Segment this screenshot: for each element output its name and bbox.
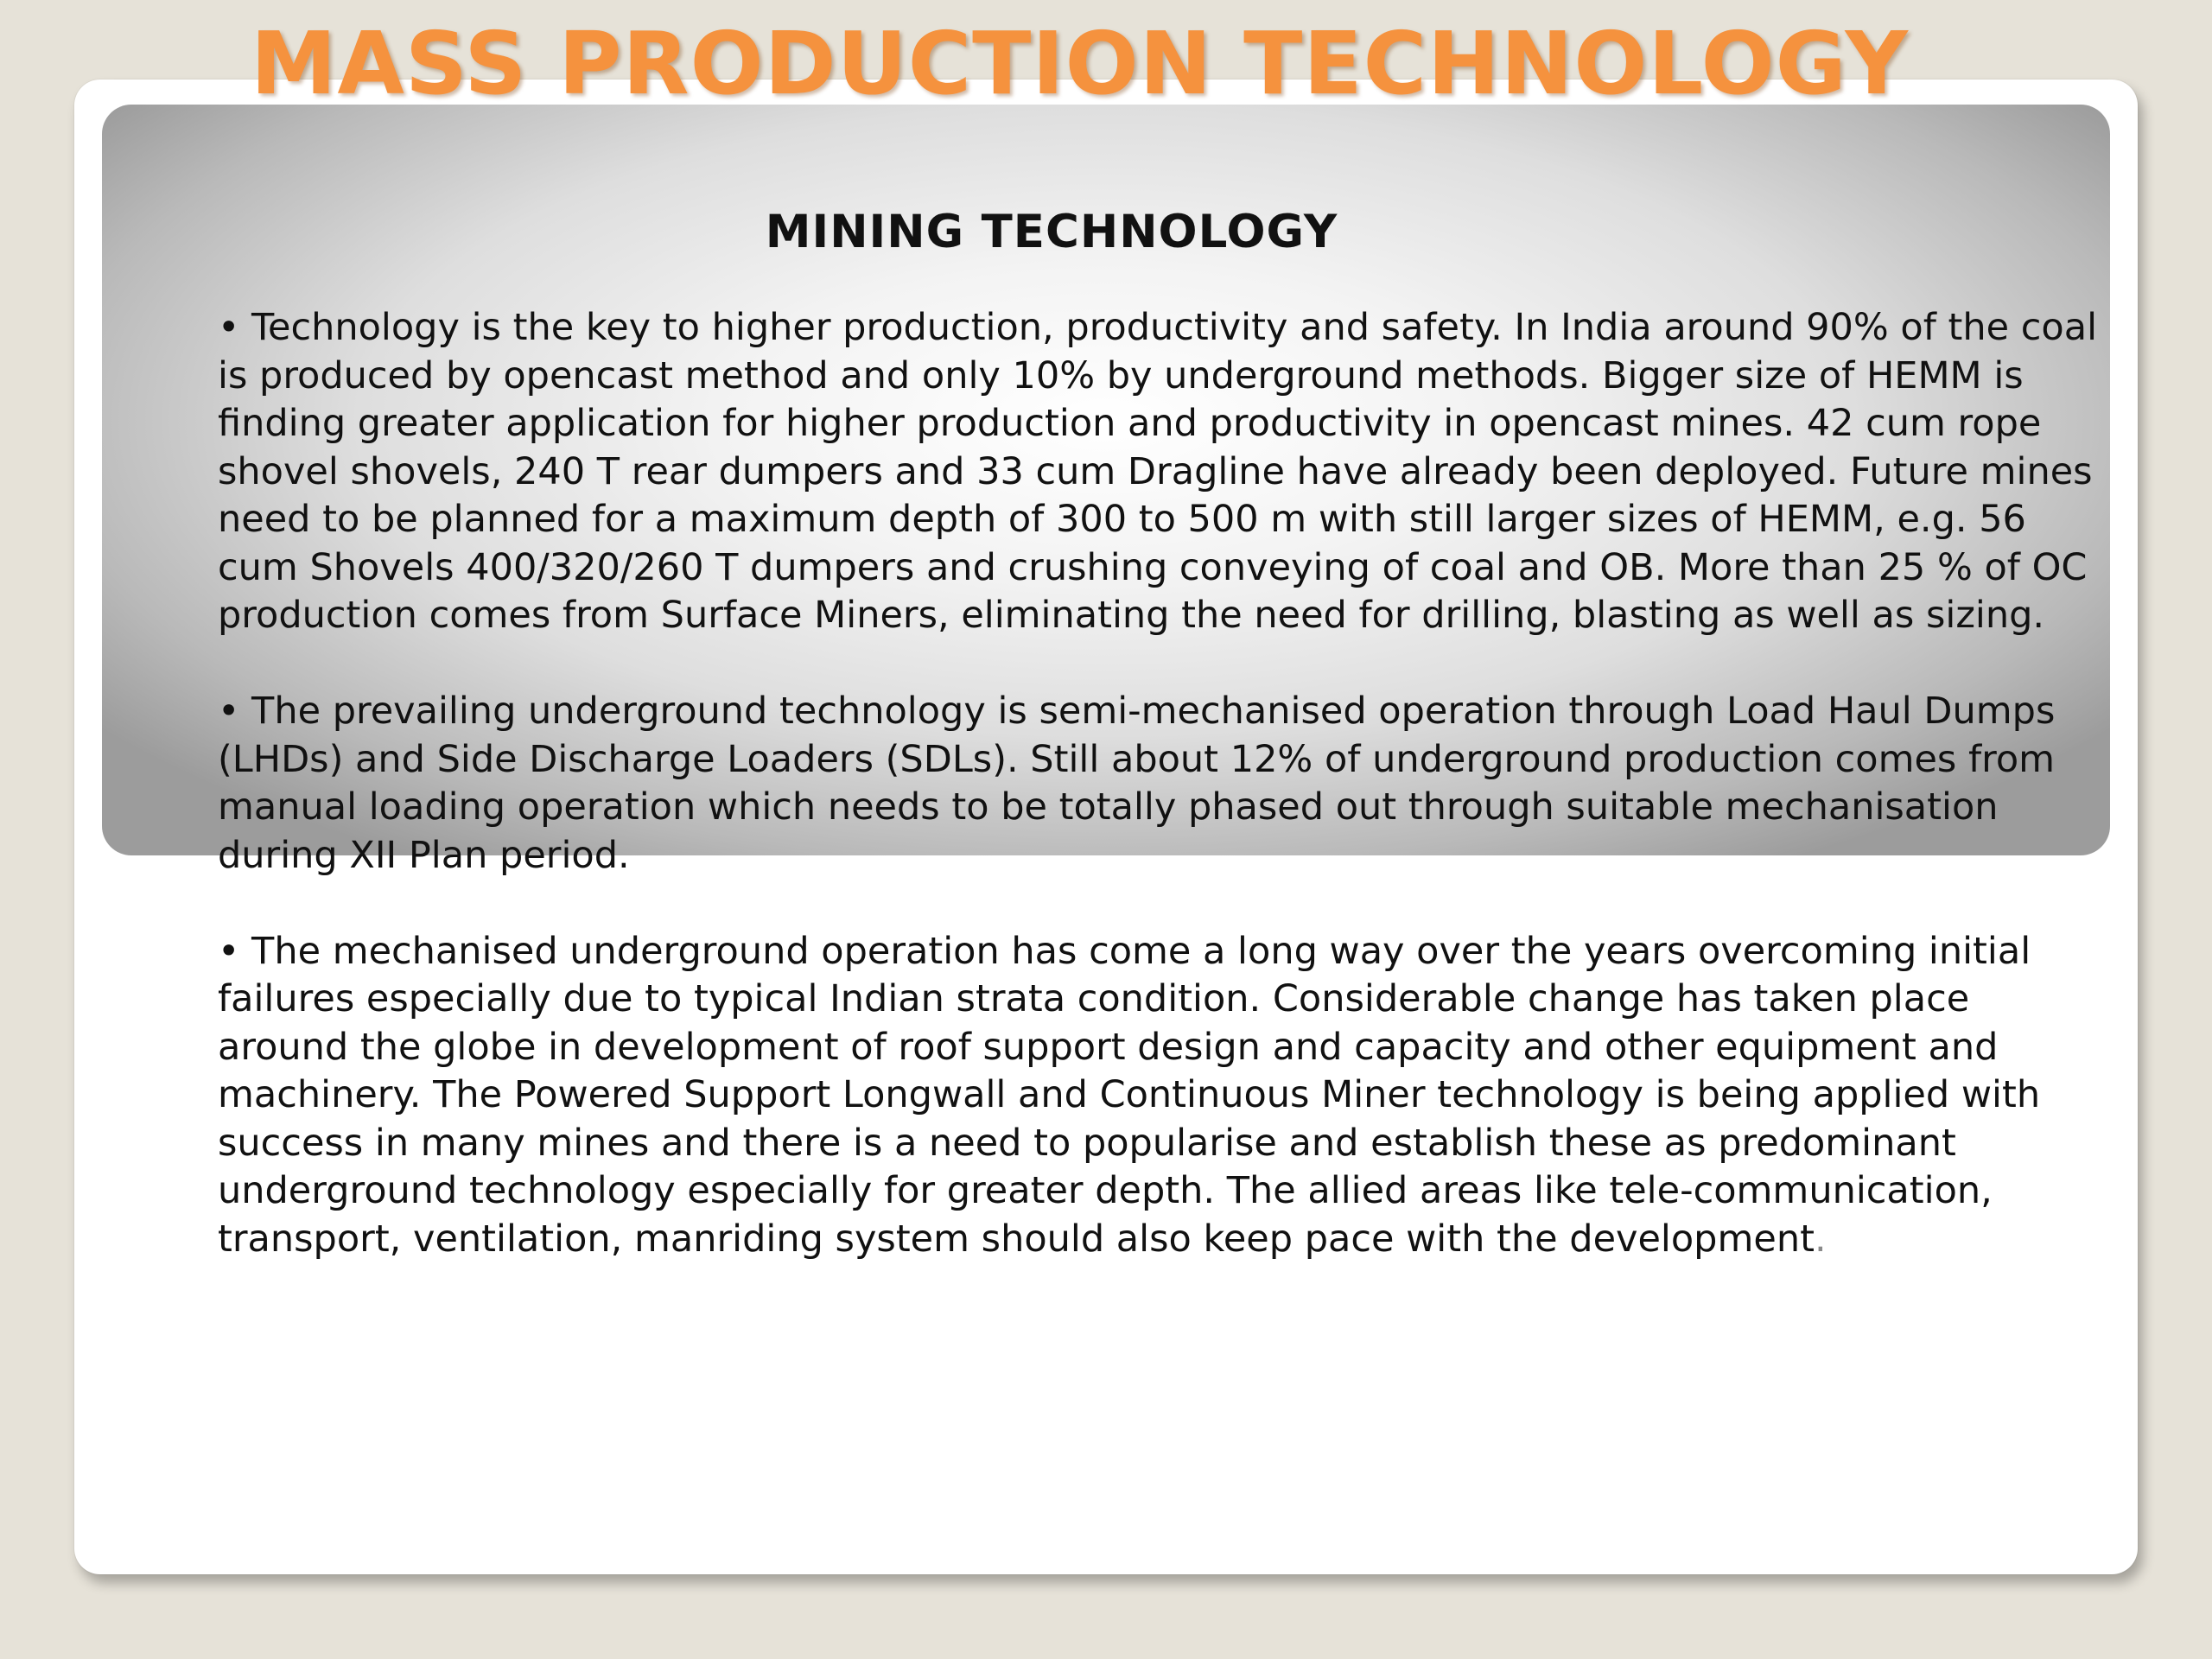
bullet-text: The prevailing underground technology is semi-mechanised operation through Load Haul Dumps (LHDs) and Side Discharge Loaders (SDLs). Still about 12% of underground production comes from manual loading operation which needs to be totally phased out through suitable mechanisation during XII Plan period. [218,690,2056,877]
slide-content [218,206,2101,1312]
section-heading: MINING TECHNOLOGY [765,206,1338,258]
bullet-text: The mechanised underground operation has come a long way over the years overcoming initial failures especially due to typical Indian strata condition. Considerable change has taken place around the globe in development of roof support design and capacity and other equipment and machinery. The Powered Support Longwall and Continuous Miner technology is being applied with success in many mines and there is a need to popularise and establish these as predominant underground technology especially for greater depth. The allied areas like tele-communication, transport, ventilation, manriding system should also keep pace with the development [218,929,2041,1261]
bullet-text: Technology is the key to higher production, productivity and safety. In India around 90% of the coal is produced by opencast method and only 10% by underground methods. Bigger size of HEMM is finding greater application for higher production and productivity in opencast mines. 42 cum rope shovel shovels, 240 T rear dumpers and 33 cum Dragline have already been deployed. Future mines need to be planned for a maximum depth of 300 to 500 m with still larger sizes of HEMM, e.g. 56 cum Shovels 400/320/260 T dumpers and crushing conveying of coal and OB. More than 25 % of OC production comes from Surface Miners, eliminating the need for drilling, blasting as well as sizing. [218,306,2098,637]
bullet-marker: • [218,306,240,349]
bullet-mining-technology [218,304,2101,640]
bullet-mechanised-operation [218,928,2101,1264]
bullet-marker: • [218,690,240,733]
bullet-marker: • [218,929,240,973]
bullet-underground-technology [218,688,2101,880]
final-period: . [1814,1217,1827,1261]
slide-title: MASS PRODUCTION TECHNOLOGY [251,13,1909,114]
